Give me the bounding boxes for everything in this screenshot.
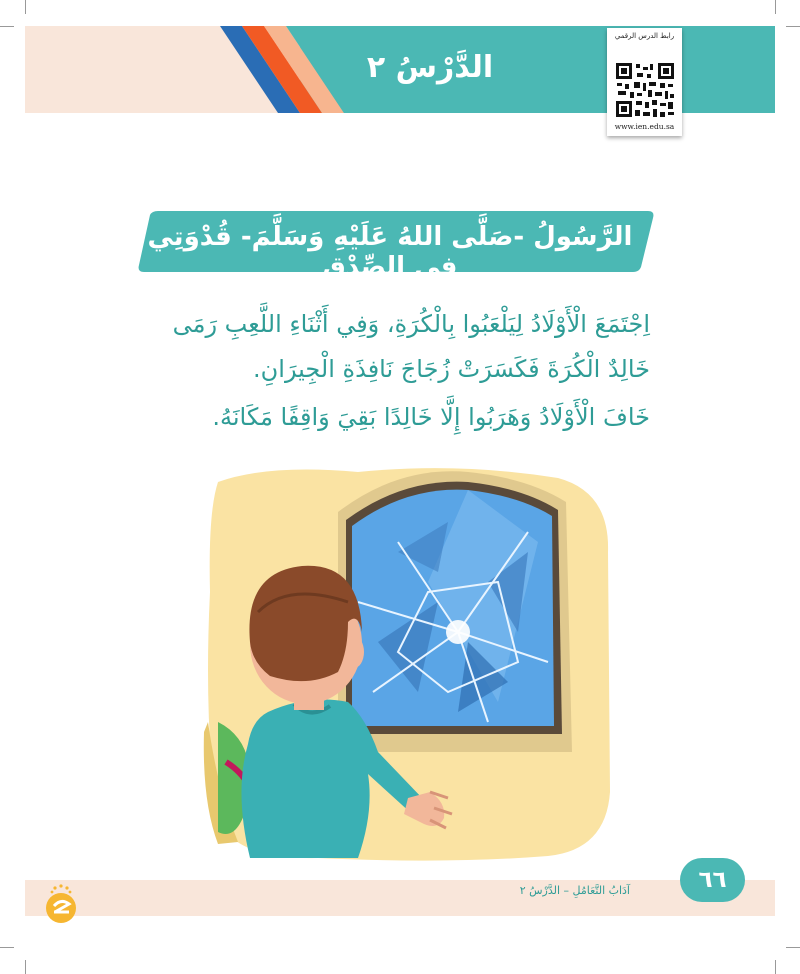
crop-mark — [25, 960, 26, 974]
broken-window-illustration — [198, 462, 618, 862]
lesson-title: الدَّرْسُ ٢ — [366, 50, 494, 85]
qr-caption: رابط الدرس الرقمي — [614, 32, 675, 40]
section-title: الرَّسُولُ -صَلَّى اللهُ عَلَيْهِ وَسَلَّمَ- قُدْوَتِي فِي الصِّدْقِ — [147, 222, 633, 282]
crop-mark — [0, 26, 14, 27]
footer-band — [25, 880, 775, 916]
story-line-2: خَالِدٌ الْكُرَةَ فَكَسَرَتْ زُجَاجَ نَافِذَةِ الْجِيرَانِ. — [253, 355, 650, 383]
page-number: ٦٦ — [680, 858, 745, 902]
crop-mark — [786, 26, 800, 27]
publisher-logo-icon — [42, 882, 82, 928]
crop-mark — [775, 960, 776, 974]
qr-code-icon[interactable] — [615, 62, 675, 118]
qr-code-card[interactable] — [607, 28, 682, 136]
qr-url[interactable]: www.ien.edu.sa — [614, 122, 675, 131]
story-line-1: اِجْتَمَعَ الْأَوْلَادُ لِيَلْعَبُوا بِالْكُرَةِ، وَفِي أَثْنَاءِ اللَّعِبِ رَمَى — [172, 310, 650, 338]
story-line-3: خَافَ الْأَوْلَادُ وَهَرَبُوا إِلَّا خَالِدًا بَقِيَ وَاقِفًا مَكَانَهُ. — [212, 403, 650, 431]
crop-mark — [775, 0, 776, 14]
crop-mark — [0, 947, 14, 948]
crop-mark — [25, 0, 26, 14]
crop-mark — [786, 947, 800, 948]
running-title: آدَابُ التَّعَامُلِ – الدَّرْسُ ٢ — [519, 884, 630, 897]
